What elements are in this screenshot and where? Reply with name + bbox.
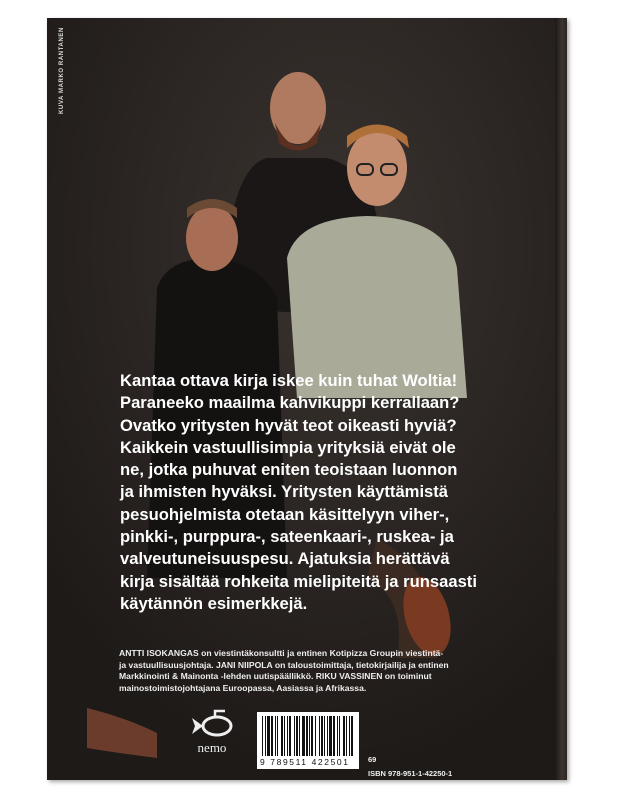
blurb-line: valveutuneisuuspesu. Ajatuksia herättävä	[120, 549, 450, 569]
publisher-name: nemo	[197, 740, 227, 755]
barcode-bars	[262, 716, 354, 756]
blurb-line: käytännön esimerkkejä.	[120, 593, 308, 613]
blurb-text	[120, 370, 560, 615]
photo-credit: KUVA MARKO RANTANEN	[59, 27, 65, 114]
author-bio	[119, 648, 559, 694]
bio-line: ANTTI ISOKANGAS on viestintäkonsultti ja entinen Kotipizza Groupin viestintä-	[119, 648, 444, 658]
blurb-line: pesuohjelmista otetaan käsittelyyn viher-,	[120, 504, 450, 524]
blurb-line: Kaikkein vastuullisimpia yrityksiä eivät ole	[120, 437, 456, 457]
barcode	[257, 712, 359, 769]
blurb-line: Paraneeko maailma kahvikuppi kerrallaan?	[120, 393, 460, 413]
isbn: ISBN 978-951-1-42250-1	[368, 769, 453, 778]
publisher-logo	[187, 708, 237, 756]
barcode-number: 9 789511 422501	[260, 757, 350, 767]
bio-line: Markkinointi & Mainonta -lehden uutispäällikkö. RIKU VASSINEN on toiminut	[119, 671, 432, 682]
person-right-head	[347, 130, 407, 206]
blurb-line: Kantaa ottava kirja iskee kuin tuhat Woltia!	[120, 371, 458, 390]
blurb-line: kirja sisältää rohkeita mielipiteitä ja runsaasti	[120, 571, 477, 591]
book-back-cover	[47, 18, 567, 780]
bio-line: mainostoimistojohtajana Euroopassa, Aasiassa ja Afrikassa.	[119, 682, 367, 693]
bio-line: ja vastuullisuusjohtaja. JANI NIIPOLA on taloustoimittaja, tietokirjailija ja entinen	[119, 659, 449, 670]
fish-logo-icon	[189, 708, 235, 738]
blurb-line: ne, jotka puhuvat eniten teoistaan luonnon	[120, 460, 458, 480]
price-code: 69	[368, 755, 377, 764]
blurb-line: ja ihmisten hyväksi. Yritysten käyttämistä	[120, 482, 449, 502]
blurb-line: pinkki-, purppura-, sateenkaari-, ruskea- ja	[120, 527, 454, 547]
blurb-line: Ovatko yritysten hyvät teot oikeasti hyviä?	[120, 415, 457, 435]
person-left-head	[186, 205, 238, 271]
